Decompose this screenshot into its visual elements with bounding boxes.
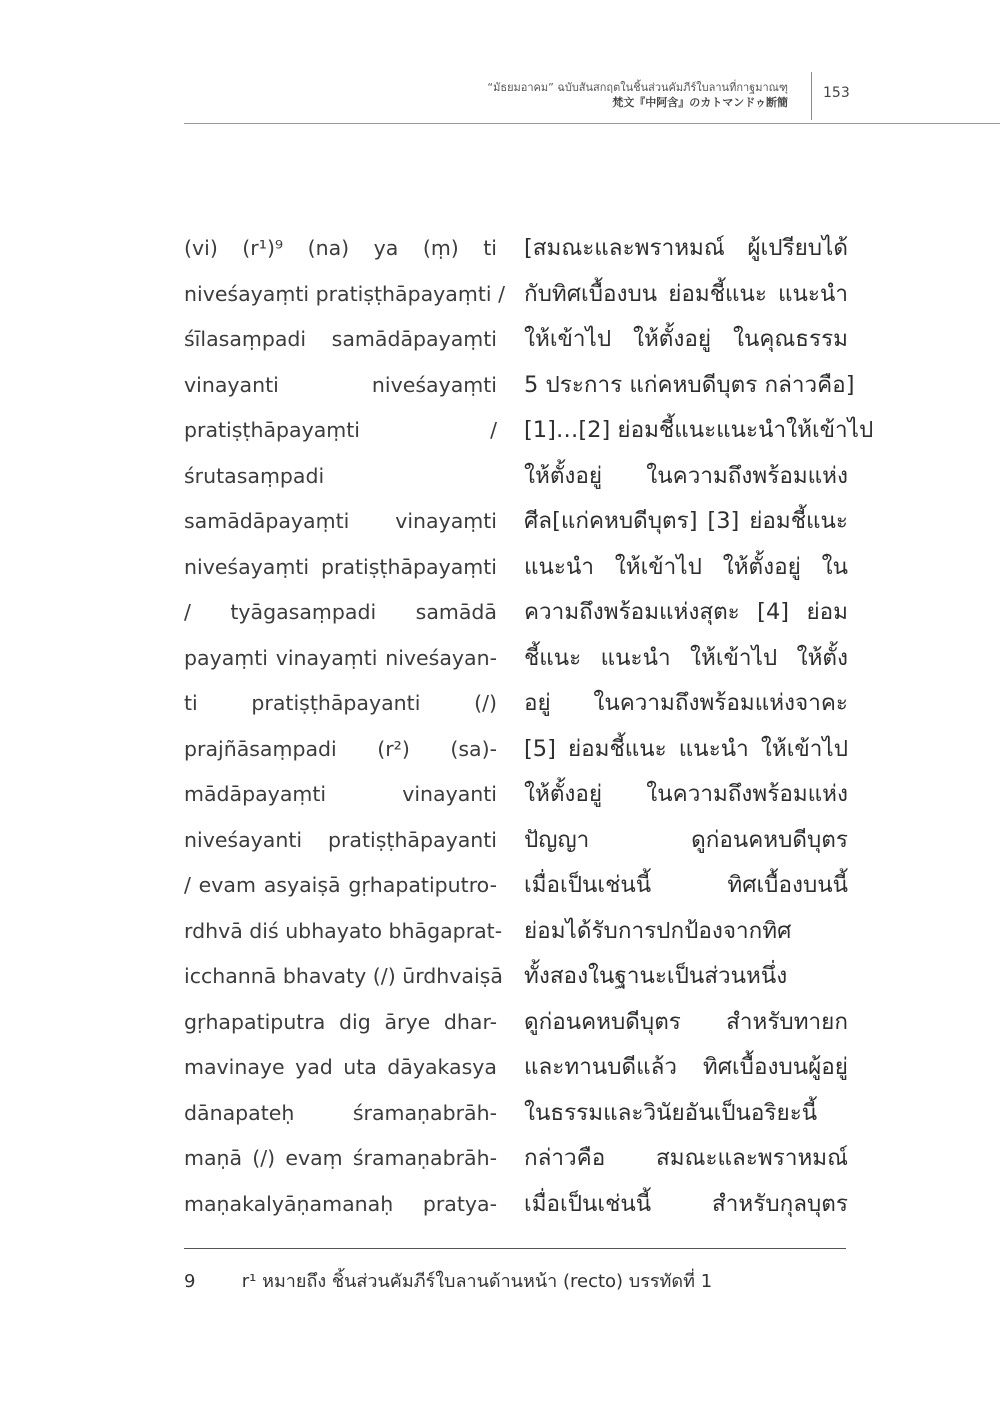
text-line: gṛhapatiputra dig ārye dhar- bbox=[184, 1009, 497, 1034]
text-line: niveśayanti pratiṣṭhāpayanti bbox=[184, 827, 497, 852]
sanskrit-text-column bbox=[184, 226, 505, 1227]
text-line: ชี้แนะ แนะนำ ให้เข้าไป ให้ตั้ง bbox=[524, 644, 848, 671]
header-title-thai: “มัธยมอาคม” ฉบับสันสกฤตในชิ้นส่วนคัมภีร์ใบลานที่กาฐมาณฑุ bbox=[487, 81, 788, 94]
text-line: vinayanti niveśayaṃti bbox=[184, 372, 497, 397]
header-rule bbox=[184, 123, 1000, 124]
text-line: / tyāgasaṃpadi samādā bbox=[184, 600, 497, 624]
page-number: 153 bbox=[823, 85, 850, 101]
text-line: เมื่อเป็นเช่นนี้ สำหรับกุลบุตร bbox=[524, 1190, 848, 1217]
text-line: อยู่ ในความถึงพร้อมแห่งจาคะ bbox=[524, 690, 848, 716]
text-line: ในธรรมและวินัยอันเป็นอริยะนี้ bbox=[524, 1099, 818, 1126]
thai-translation-column bbox=[524, 226, 874, 1227]
text-line: mādāpayaṃti vinayanti bbox=[184, 782, 497, 806]
header-title-block bbox=[487, 80, 788, 110]
text-line: ดูก่อนคหบดีบุตร สำหรับทายก bbox=[524, 1008, 848, 1035]
text-line: / evam asyaiṣā gṛhapatiputro- bbox=[184, 873, 497, 897]
text-line: แนะนำ ให้เข้าไป ให้ตั้งอยู่ ใน bbox=[524, 553, 848, 580]
text-line: maṇakalyāṇamanaḥ pratya- bbox=[184, 1191, 497, 1216]
footnote-text: r¹ หมายถึง ชิ้นส่วนคัมภีร์ใบลานด้านหน้า (recto) บรรทัดที่ 1 bbox=[241, 1271, 713, 1292]
text-line: payaṃti vinayaṃti niveśayan- bbox=[184, 645, 497, 670]
text-line: ศีล[แก่คหบดีบุตร] [3] ย่อมชี้แนะ bbox=[524, 508, 848, 534]
text-line: เมื่อเป็นเช่นนี้ ทิศเบื้องบนนี้ bbox=[524, 872, 848, 898]
text-line: ให้เข้าไป ให้ตั้งอยู่ ในคุณธรรม bbox=[524, 326, 848, 352]
header-title-japanese: 梵文『中阿含』のカトマンドゥ断簡 bbox=[612, 96, 788, 109]
text-line: ทั้งสองในฐานะเป็นส่วนหนึ่ง bbox=[524, 963, 788, 989]
text-line: ปัญญา ดูก่อนคหบดีบุตร bbox=[524, 826, 848, 853]
text-line: [สมณะและพราหมณ์ ผู้เปรียบได้ bbox=[524, 235, 848, 261]
text-line: maṇā (/) evaṃ śramaṇabrāh- bbox=[184, 1146, 497, 1170]
text-line: dānapateḥ śramaṇabrāh- bbox=[184, 1100, 497, 1125]
text-line: pratiṣṭhāpayaṃti / bbox=[184, 418, 497, 442]
text-line: śīlasaṃpadi samādāpayaṃti bbox=[184, 327, 497, 351]
footnote-number: 9 bbox=[184, 1271, 196, 1292]
text-line: [5] ย่อมชี้แนะ แนะนำ ให้เข้าไป bbox=[524, 735, 848, 762]
text-line: icchannā bhavaty (/) ūrdhvaiṣā bbox=[184, 964, 503, 988]
text-line: [1]…[2] ย่อมชี้แนะแนะนำให้เข้าไป bbox=[524, 417, 874, 443]
text-line: กับทิศเบื้องบน ย่อมชี้แนะ แนะนำ bbox=[524, 280, 848, 307]
text-line: (vi) (r¹)⁹ (na) ya (ṃ) ti bbox=[184, 236, 497, 260]
text-line: ย่อมได้รับการปกป้องจากทิศ bbox=[524, 917, 792, 944]
text-line: rdhvā diś ubhayato bhāgaprat- bbox=[184, 918, 503, 943]
text-line: ti pratiṣṭhāpayanti (/) bbox=[184, 691, 497, 715]
text-line: กล่าวคือ สมณะและพราหมณ์ bbox=[524, 1145, 848, 1171]
text-line: śrutasaṃpadi bbox=[184, 463, 325, 488]
text-line: niveśayaṃti pratiṣṭhāpayaṃti / bbox=[184, 281, 505, 306]
header-divider bbox=[811, 72, 812, 120]
text-line: niveśayaṃti pratiṣṭhāpayaṃti bbox=[184, 554, 497, 579]
text-line: prajñāsaṃpadi (r²) (sa)- bbox=[184, 736, 497, 761]
footnote-rule bbox=[184, 1248, 846, 1249]
text-line: ความถึงพร้อมแห่งสุตะ [4] ย่อม bbox=[524, 599, 848, 625]
text-line: 5 ประการ แก่คหบดีบุตร กล่าวคือ] bbox=[524, 371, 855, 398]
text-line: mavinaye yad uta dāyakasya bbox=[184, 1055, 497, 1079]
text-line: และทานบดีแล้ว ทิศเบื้องบนผู้อยู่ bbox=[524, 1054, 848, 1080]
running-header bbox=[0, 70, 1000, 130]
text-line: samādāpayaṃti vinayaṃti bbox=[184, 509, 497, 533]
footnote bbox=[184, 1266, 864, 1295]
text-line: ให้ตั้งอยู่ ในความถึงพร้อมแห่ง bbox=[524, 462, 848, 489]
text-line: ให้ตั้งอยู่ ในความถึงพร้อมแห่ง bbox=[524, 781, 848, 807]
